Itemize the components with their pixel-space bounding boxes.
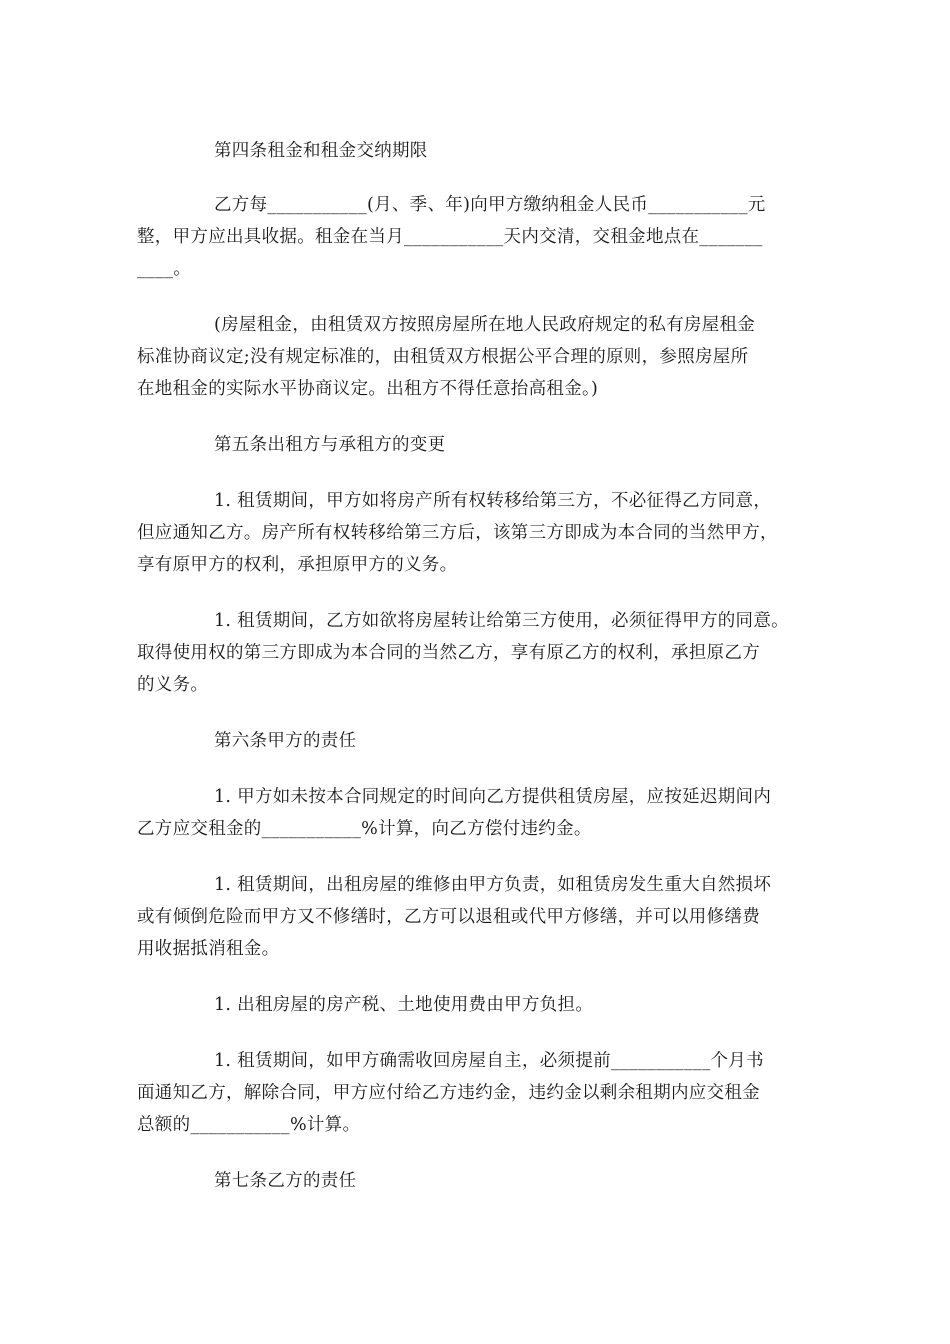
article-6-item-4-line-3: 总额的___________%计算。 xyxy=(137,1115,361,1135)
article-7-heading: 第七条乙方的责任 xyxy=(214,1171,357,1191)
article-5-heading: 第五条出租方与承租方的变更 xyxy=(214,435,446,455)
article-4-heading: 第四条租金和租金交纳期限 xyxy=(214,141,428,161)
article-5-item-2-line-2: 取得使用权的第三方即成为本合同的当然乙方，享有原乙方的权利，承担原乙方 xyxy=(137,643,760,663)
article-6-item-1-line-2: 乙方应交租金的___________%计算，向乙方偿付违约金。 xyxy=(137,819,592,839)
article-6-item-3: 1. 出租房屋的房产税、土地使用费由甲方负担。 xyxy=(214,995,594,1015)
article-4-para-1-line-1: 乙方每___________(月、季、年)向甲方缴纳租金人民币___________元 xyxy=(214,195,766,215)
article-5-item-2-line-1: 1. 租赁期间，乙方如欲将房屋转让给第三方使用，必须征得甲方的同意。 xyxy=(214,611,789,631)
article-4-para-2-line-3: 在地租金的实际水平协商议定。出租方不得任意抬高租金。) xyxy=(137,379,599,399)
article-5-item-1-line-1: 1. 租赁期间，甲方如将房产所有权转移给第三方，不必征得乙方同意， xyxy=(214,491,772,511)
article-6-item-4-line-2: 面通知乙方，解除合同，甲方应付给乙方违约金，违约金以剩余租期内应交租金 xyxy=(137,1083,760,1103)
article-6-item-2-line-2: 或有倾倒危险而甲方又不修缮时，乙方可以退租或代甲方修缮，并可以用修缮费 xyxy=(137,907,760,927)
article-4-para-1-line-2: 整，甲方应出具收据。租金在当月___________天内交清，交租金地点在_______ xyxy=(137,227,763,247)
article-4-para-2-line-2: 标准协商议定;没有规定标准的，由租赁双方根据公平合理的原则，参照房屋所 xyxy=(137,347,749,367)
article-5-item-2-line-3: 的义务。 xyxy=(137,675,209,695)
article-6-heading: 第六条甲方的责任 xyxy=(214,731,357,751)
article-5-item-1-line-3: 享有原甲方的权利，承担原甲方的义务。 xyxy=(137,555,458,575)
article-6-item-4-line-1: 1. 租赁期间，如甲方确需收回房屋自主，必须提前___________个月书 xyxy=(214,1051,764,1071)
article-6-item-2-line-1: 1. 租赁期间，出租房屋的维修由甲方负责，如租赁房发生重大自然损坏 xyxy=(214,875,772,895)
article-4-para-1-line-3: ____。 xyxy=(137,259,191,279)
article-6-item-2-line-3: 用收据抵消租金。 xyxy=(137,939,280,959)
article-5-item-1-line-2: 但应通知乙方。房产所有权转移给第三方后，该第三方即成为本合同的当然甲方， xyxy=(137,523,778,543)
article-4-para-2-line-1: (房屋租金，由租赁双方按照房屋所在地人民政府规定的私有房屋租金 xyxy=(214,315,756,335)
article-6-item-1-line-1: 1. 甲方如未按本合同规定的时间向乙方提供租赁房屋，应按延迟期间内 xyxy=(214,787,772,807)
